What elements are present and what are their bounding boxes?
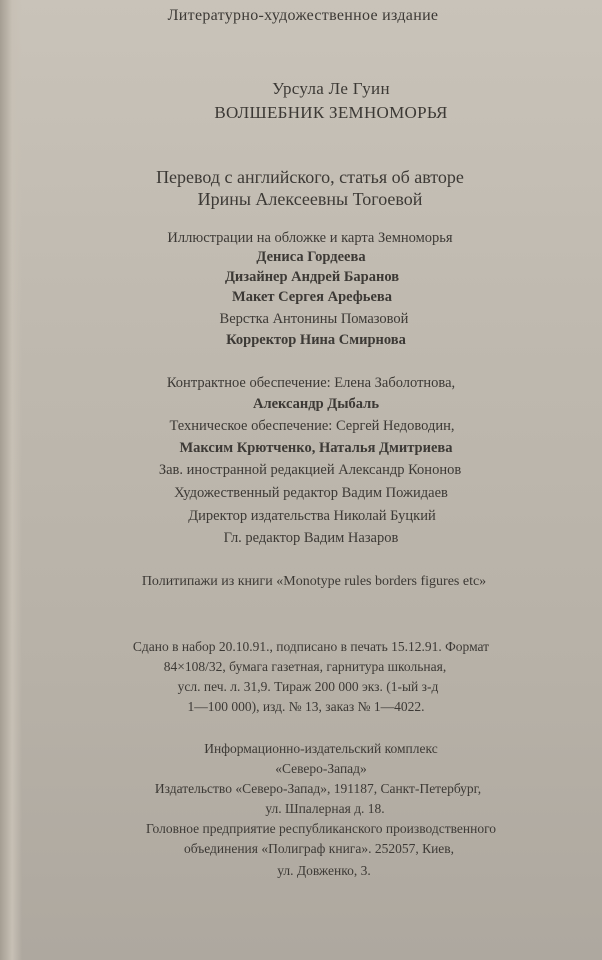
publisher-line-1: Информационно-издательский комплекс [204, 741, 438, 756]
printer-line-3: ул. Довженко, 3. [277, 863, 371, 878]
ornaments-source: Политипажи из книги «Monotype rules borders figures etc» [141, 574, 487, 589]
print-details-line-3: усл. печ. л. 31,9. Тираж 200 000 экз. (1-ый з-д [177, 679, 439, 694]
publisher-line-2: «Северо-Запад» [275, 761, 367, 776]
technical-support-line-2: Максим Крютченко, Наталья Дмитриева [179, 440, 453, 456]
printer-line-1: Головное предприятие республиканского производственного [145, 821, 497, 836]
print-details-line-1: Сдано в набор 20.10.91., подписано в печать 15.12.91. Формат [132, 639, 490, 654]
contract-support-line-2: Александр Дыбаль [252, 396, 379, 412]
publishing-director-credit: Директор издательства Николай Буцкий [188, 508, 436, 524]
print-details-line-2: 84×108/32, бумага газетная, гарнитура школьная, [163, 659, 447, 674]
translation-line-1: Перевод с английского, статья об авторе [156, 167, 464, 187]
print-details-line-4: 1—100 000), изд. № 13, заказ № 1—4022. [187, 699, 425, 714]
publisher-line-4: ул. Шпалерная д. 18. [265, 801, 385, 816]
designer-credit: Дизайнер Андрей Баранов [224, 269, 400, 285]
illustrations-credit-line-2: Дениса Гордеева [256, 249, 366, 265]
proofreader-credit: Корректор Нина Смирнова [226, 332, 406, 348]
edition-type: Литературно-художественное издание [167, 7, 439, 24]
layout-credit: Макет Сергея Арефьева [232, 289, 392, 305]
illustrations-credit-line-1: Иллюстрации на обложке и карта Земноморья [167, 230, 453, 246]
publisher-line-3: Издательство «Северо-Запад», 191187, Санкт-Петербург, [154, 781, 482, 796]
translation-line-2: Ирины Алексеевны Тогоевой [197, 189, 423, 209]
book-title: ВОЛШЕБНИК ЗЕМНОМОРЬЯ [214, 103, 448, 122]
page-binding-edge [0, 0, 22, 960]
contract-support-line-1: Контрактное обеспечение: Елена Заболотнова, [166, 375, 456, 391]
chief-editor-credit: Гл. редактор Вадим Назаров [223, 530, 399, 546]
technical-support-line-1: Техническое обеспечение: Сергей Недоводин, [169, 418, 455, 434]
typesetting-credit: Верстка Антонины Помазовой [219, 311, 409, 327]
art-editor-credit: Художественный редактор Вадим Пожидаев [174, 485, 448, 501]
printer-line-2: объединения «Полиграф книга». 252057, Киев, [183, 841, 455, 856]
author-name: Урсула Ле Гуин [272, 79, 390, 98]
foreign-editor-credit: Зав. иностранной редакцией Александр Кононов [158, 462, 462, 478]
